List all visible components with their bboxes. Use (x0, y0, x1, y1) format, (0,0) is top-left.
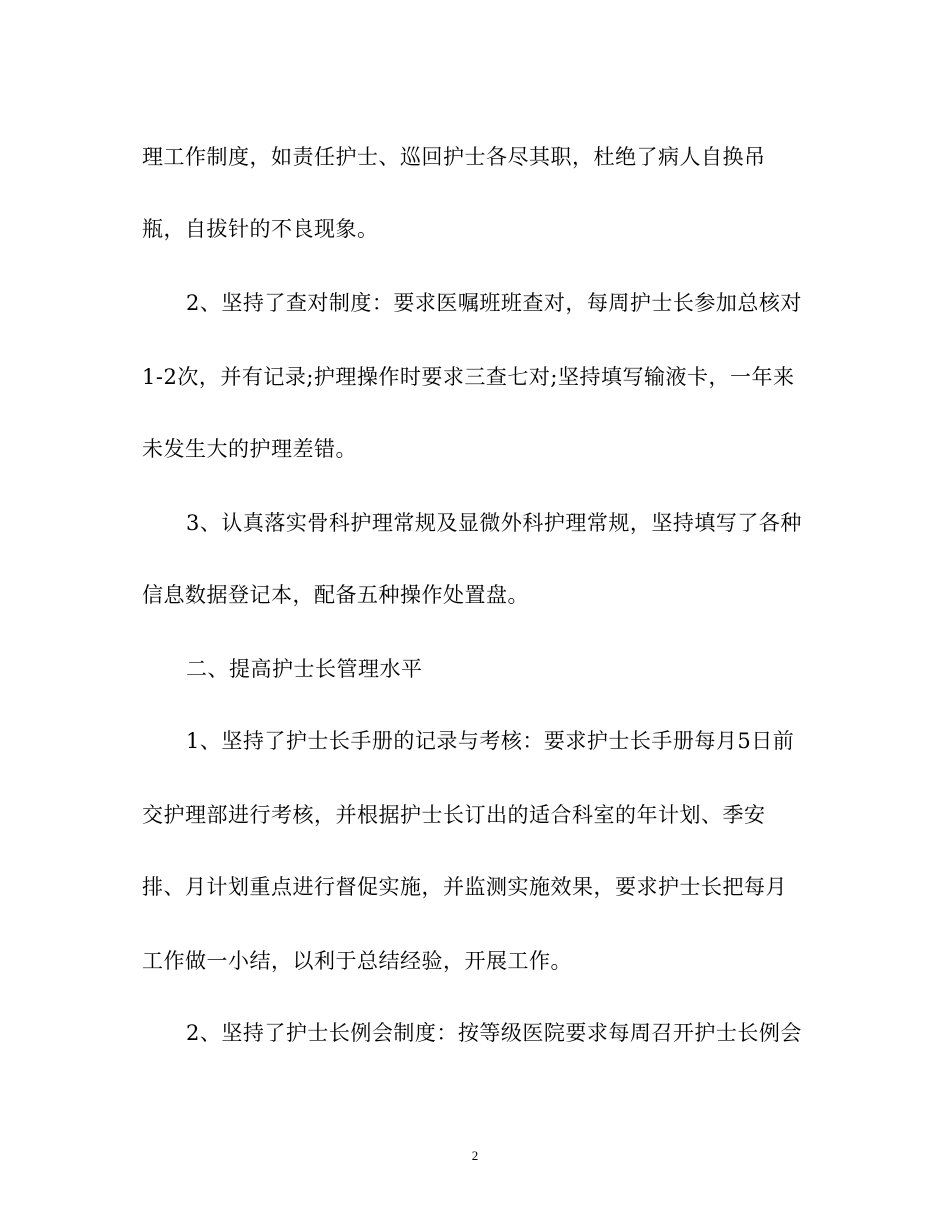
paragraph-first-line: 2、坚持了护士长例会制度：按等级医院要求每周召开护士长例会 (186, 1021, 802, 1045)
text-line: 理工作制度，如责任护士、巡回护士各尽其职，杜绝了病人自换吊 (142, 145, 766, 169)
page-number: 2 (471, 1148, 479, 1163)
paragraph-first-line: 2、坚持了查对制度：要求医嘱班班查对，每周护士长参加总核对 (186, 291, 802, 315)
text-line: 信息数据登记本，配备五种操作处置盘。 (142, 583, 529, 607)
text-line: 工作做一小结，以利于总结经验，开展工作。 (142, 949, 572, 973)
text-line: 未发生大的护理差错。 (142, 437, 357, 461)
text-line: 1-2次，并有记录;护理操作时要求三查七对;坚持填写输液卡，一年来 (142, 365, 795, 389)
text-line: 交护理部进行考核，并根据护士长订出的适合科室的年计划、季安 (142, 803, 766, 827)
text-line: 瓶，自拔针的不良现象。 (142, 217, 379, 241)
text-line: 排、月计划重点进行督促实施，并监测实施效果，要求护士长把每月 (142, 875, 787, 899)
section-heading: 二、提高护士长管理水平 (186, 657, 423, 681)
paragraph-first-line: 1、坚持了护士长手册的记录与考核：要求护士长手册每月5日前 (186, 729, 795, 753)
paragraph-first-line: 3、认真落实骨科护理常规及显微外科护理常规，坚持填写了各种 (186, 511, 802, 535)
